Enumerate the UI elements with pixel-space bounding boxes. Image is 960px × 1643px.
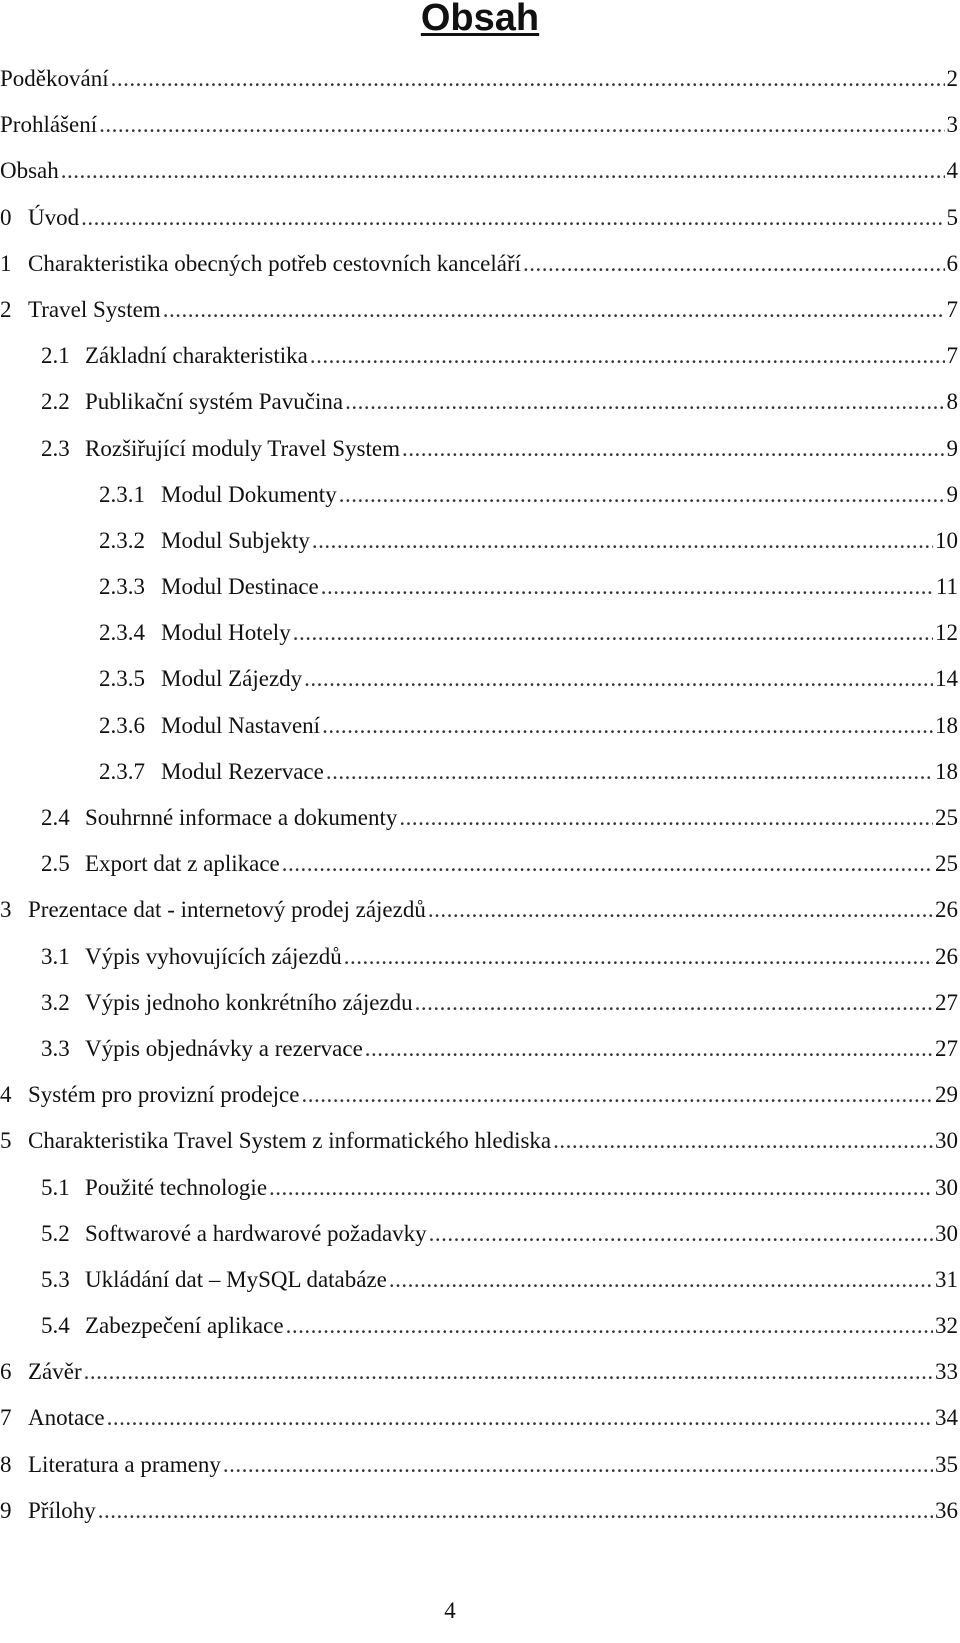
toc-entry[interactable] <box>0 1211 960 1257</box>
toc-entry-page: 33 <box>935 1359 958 1385</box>
toc-entry-label: Modul Zájezdy <box>161 666 303 692</box>
toc-entry-number: 2.3 <box>41 435 70 461</box>
toc-entry[interactable] <box>0 426 960 472</box>
toc-entry[interactable] <box>0 749 960 795</box>
toc-entry-label: Prezentace dat - internetový prodej zájezdů <box>28 897 426 923</box>
toc-entry[interactable] <box>0 379 960 425</box>
toc-entry-label: Modul Destinace <box>161 574 319 600</box>
toc-entry[interactable] <box>0 241 960 287</box>
toc-dot-leader <box>98 1488 933 1534</box>
toc-entry-number: 2.3.1 <box>99 481 145 507</box>
toc-entry-page: 26 <box>935 943 958 969</box>
toc-entry-page: 11 <box>935 574 958 600</box>
toc-entry-number: 2.3.3 <box>99 574 145 600</box>
toc-entry[interactable] <box>0 472 960 518</box>
toc-dot-leader <box>81 195 944 241</box>
toc-entry-number: 8 <box>0 1451 12 1477</box>
toc-entry-page: 12 <box>935 620 958 646</box>
toc-dot-leader <box>282 841 933 887</box>
toc-entry-number: 2.3.2 <box>99 527 145 553</box>
toc-entry-page: 30 <box>935 1174 958 1200</box>
toc-entry-label: Systém pro provizní prodejce <box>28 1082 300 1108</box>
toc-entry-label: Poděkování <box>0 66 109 91</box>
toc-entry[interactable] <box>0 1488 960 1534</box>
toc-entry-label: Charakteristika obecných potřeb cestovních kanceláří <box>28 250 522 276</box>
toc-entry-number: 3.1 <box>41 943 70 969</box>
toc-entry[interactable] <box>0 195 960 241</box>
page-title-text: Obsah <box>420 0 540 39</box>
toc-entry-number: 2.5 <box>41 851 70 877</box>
toc-entry-page: 7 <box>946 343 958 369</box>
toc-dot-leader <box>553 1118 933 1164</box>
toc-entry-number: 3 <box>0 897 12 923</box>
toc-dot-leader <box>415 980 933 1026</box>
toc-entry[interactable] <box>0 1072 960 1118</box>
toc-entry-label: Závěr <box>28 1359 82 1385</box>
toc-entry[interactable] <box>0 1026 960 1072</box>
toc-entry-page: 9 <box>946 481 958 507</box>
toc-dot-leader <box>286 1303 933 1349</box>
toc-entry-number: 9 <box>0 1497 12 1523</box>
toc-dot-leader <box>99 102 944 148</box>
toc-dot-leader <box>107 1395 933 1441</box>
toc-dot-leader <box>345 379 944 425</box>
toc-entry-page: 26 <box>935 897 958 923</box>
toc-entry-number: 2.1 <box>41 343 70 369</box>
toc-entry-number: 5.3 <box>41 1266 70 1292</box>
toc-entry[interactable] <box>0 887 960 933</box>
toc-entry-number: 6 <box>0 1359 12 1385</box>
toc-entry-number: 5.1 <box>41 1174 70 1200</box>
toc-entry-label: Výpis jednoho konkrétního zájezdu <box>85 989 413 1015</box>
toc-entry-label: Zabezpečení aplikace <box>85 1313 284 1339</box>
toc-entry-label: Ukládání dat – MySQL databáze <box>85 1266 387 1292</box>
toc-entry-label: Travel System <box>28 296 161 322</box>
toc-dot-leader <box>84 1349 933 1395</box>
toc-entry-label: Charakteristika Travel System z informatického hlediska <box>28 1128 552 1154</box>
toc-entry-page: 31 <box>935 1266 958 1292</box>
toc-entry-label: Prohlášení <box>0 112 98 138</box>
toc-entry-number: 2.3.6 <box>99 712 145 738</box>
toc-entry-number: 5.4 <box>41 1313 70 1339</box>
toc-entry-number: 0 <box>0 204 12 230</box>
toc-entry-label: Přílohy <box>28 1497 96 1523</box>
toc-dot-leader <box>326 749 933 795</box>
toc-entry-page: 25 <box>935 805 958 830</box>
toc-entry[interactable] <box>0 934 960 980</box>
toc-entry-number: 2.3.5 <box>99 666 145 692</box>
toc-entry-number: 2.3.7 <box>99 758 145 784</box>
toc-dot-leader <box>402 426 945 472</box>
toc-dot-leader <box>111 56 945 102</box>
toc-dot-leader <box>312 518 933 564</box>
toc-entry-page: 27 <box>935 989 958 1015</box>
toc-dot-leader <box>269 1165 933 1211</box>
toc-entry-label: Anotace <box>28 1405 105 1431</box>
toc-entry-page: 27 <box>935 1035 958 1061</box>
toc-entry-label: Modul Nastavení <box>161 712 321 738</box>
toc-entry-label: Základní charakteristika <box>85 343 308 369</box>
toc-entry-number: 5 <box>0 1128 12 1154</box>
toc-entry-page: 8 <box>946 389 958 415</box>
toc-entry-label: Souhrnné informace a dokumenty <box>85 805 398 830</box>
toc-entry-page: 25 <box>935 851 958 877</box>
toc-entry-number: 2 <box>0 296 12 322</box>
toc-entry-page: 30 <box>935 1128 958 1154</box>
toc-entry-number: 4 <box>0 1082 12 1108</box>
toc-dot-leader <box>389 1257 933 1303</box>
toc-entry-page: 30 <box>935 1220 958 1246</box>
toc-entry-page: 35 <box>935 1451 958 1477</box>
toc-entry-page: 36 <box>935 1497 958 1523</box>
toc-entry-label: Export dat z aplikace <box>85 851 280 877</box>
toc-entry-page: 7 <box>946 296 958 322</box>
toc-entry-page: 29 <box>935 1082 958 1108</box>
toc-entry-label: Modul Rezervace <box>161 758 324 784</box>
toc-entry-label: Použité technologie <box>85 1174 268 1200</box>
toc-entry[interactable] <box>0 795 960 841</box>
toc-entry[interactable] <box>0 518 960 564</box>
toc-entry-page: 18 <box>935 758 958 784</box>
toc-entry-page: 32 <box>935 1313 958 1339</box>
toc-dot-leader <box>61 148 945 194</box>
toc-entry[interactable] <box>0 703 960 749</box>
toc-entry-label: Softwarové a hardwarové požadavky <box>85 1220 427 1246</box>
toc-entry-number: 3.3 <box>41 1035 70 1061</box>
toc-dot-leader <box>304 656 933 702</box>
toc-entry[interactable] <box>0 287 960 333</box>
toc-entry-label: Modul Subjekty <box>161 527 310 553</box>
toc-dot-leader <box>321 564 934 610</box>
toc-entry[interactable] <box>0 1442 960 1488</box>
toc-dot-leader <box>293 610 933 656</box>
toc-entry-page: 4 <box>946 158 958 184</box>
toc-entry-label: Modul Hotely <box>161 620 291 646</box>
toc-entry-label: Výpis objednávky a rezervace <box>85 1035 363 1061</box>
toc-entry-page: 6 <box>946 250 958 276</box>
toc-entry[interactable] <box>0 333 960 379</box>
toc-entry[interactable] <box>0 1303 960 1349</box>
toc-dot-leader <box>310 333 945 379</box>
toc-entry[interactable] <box>0 1395 960 1441</box>
table-of-contents <box>0 56 960 1534</box>
toc-dot-leader <box>301 1072 933 1118</box>
toc-entry[interactable] <box>0 1165 960 1211</box>
toc-dot-leader <box>339 472 945 518</box>
toc-dot-leader <box>523 241 944 287</box>
toc-entry-number: 5.2 <box>41 1220 70 1246</box>
toc-entry[interactable] <box>0 102 960 148</box>
toc-entry[interactable] <box>0 148 960 194</box>
toc-entry[interactable] <box>0 1349 960 1395</box>
toc-entry-number: 2.2 <box>41 389 70 415</box>
toc-dot-leader <box>344 934 933 980</box>
toc-dot-leader <box>365 1026 933 1072</box>
toc-entry-label: Obsah <box>0 158 59 184</box>
toc-entry-number: 1 <box>0 250 12 276</box>
toc-entry[interactable] <box>0 980 960 1026</box>
toc-entry[interactable] <box>0 841 960 887</box>
toc-entry[interactable] <box>0 610 960 656</box>
toc-entry-number: 2.3.4 <box>99 620 145 646</box>
toc-entry[interactable] <box>0 56 960 102</box>
toc-dot-leader <box>322 703 933 749</box>
toc-entry-page: 10 <box>935 527 958 553</box>
toc-entry-page: 18 <box>935 712 958 738</box>
toc-entry-page: 3 <box>946 112 958 138</box>
toc-entry-label: Modul Dokumenty <box>161 481 337 507</box>
toc-entry-page: 9 <box>946 435 958 461</box>
toc-entry[interactable] <box>0 656 960 702</box>
toc-dot-leader <box>223 1442 933 1488</box>
toc-entry-label: Publikační systém Pavučina <box>85 389 344 415</box>
toc-entry[interactable] <box>0 1257 960 1303</box>
toc-entry-number: 2.4 <box>41 805 70 830</box>
page-title <box>0 0 960 40</box>
toc-entry-label: Rozšiřující moduly Travel System <box>85 435 400 461</box>
toc-entry-label: Literatura a prameny <box>28 1451 221 1477</box>
toc-dot-leader <box>428 887 933 933</box>
toc-dot-leader <box>399 795 933 841</box>
toc-entry[interactable] <box>0 564 960 610</box>
toc-dot-leader <box>163 287 945 333</box>
toc-entry-page: 34 <box>935 1405 958 1431</box>
toc-entry[interactable] <box>0 1118 960 1164</box>
toc-entry-label: Úvod <box>28 204 80 230</box>
toc-entry-number: 3.2 <box>41 989 70 1015</box>
toc-entry-label: Výpis vyhovujících zájezdů <box>85 943 342 969</box>
toc-entry-number: 7 <box>0 1405 12 1431</box>
toc-entry-page: 2 <box>946 66 958 91</box>
toc-dot-leader <box>429 1211 933 1257</box>
toc-entry-page: 5 <box>946 204 958 230</box>
page-number-footer: 4 <box>444 1598 456 1623</box>
toc-entry-page: 14 <box>935 666 958 692</box>
